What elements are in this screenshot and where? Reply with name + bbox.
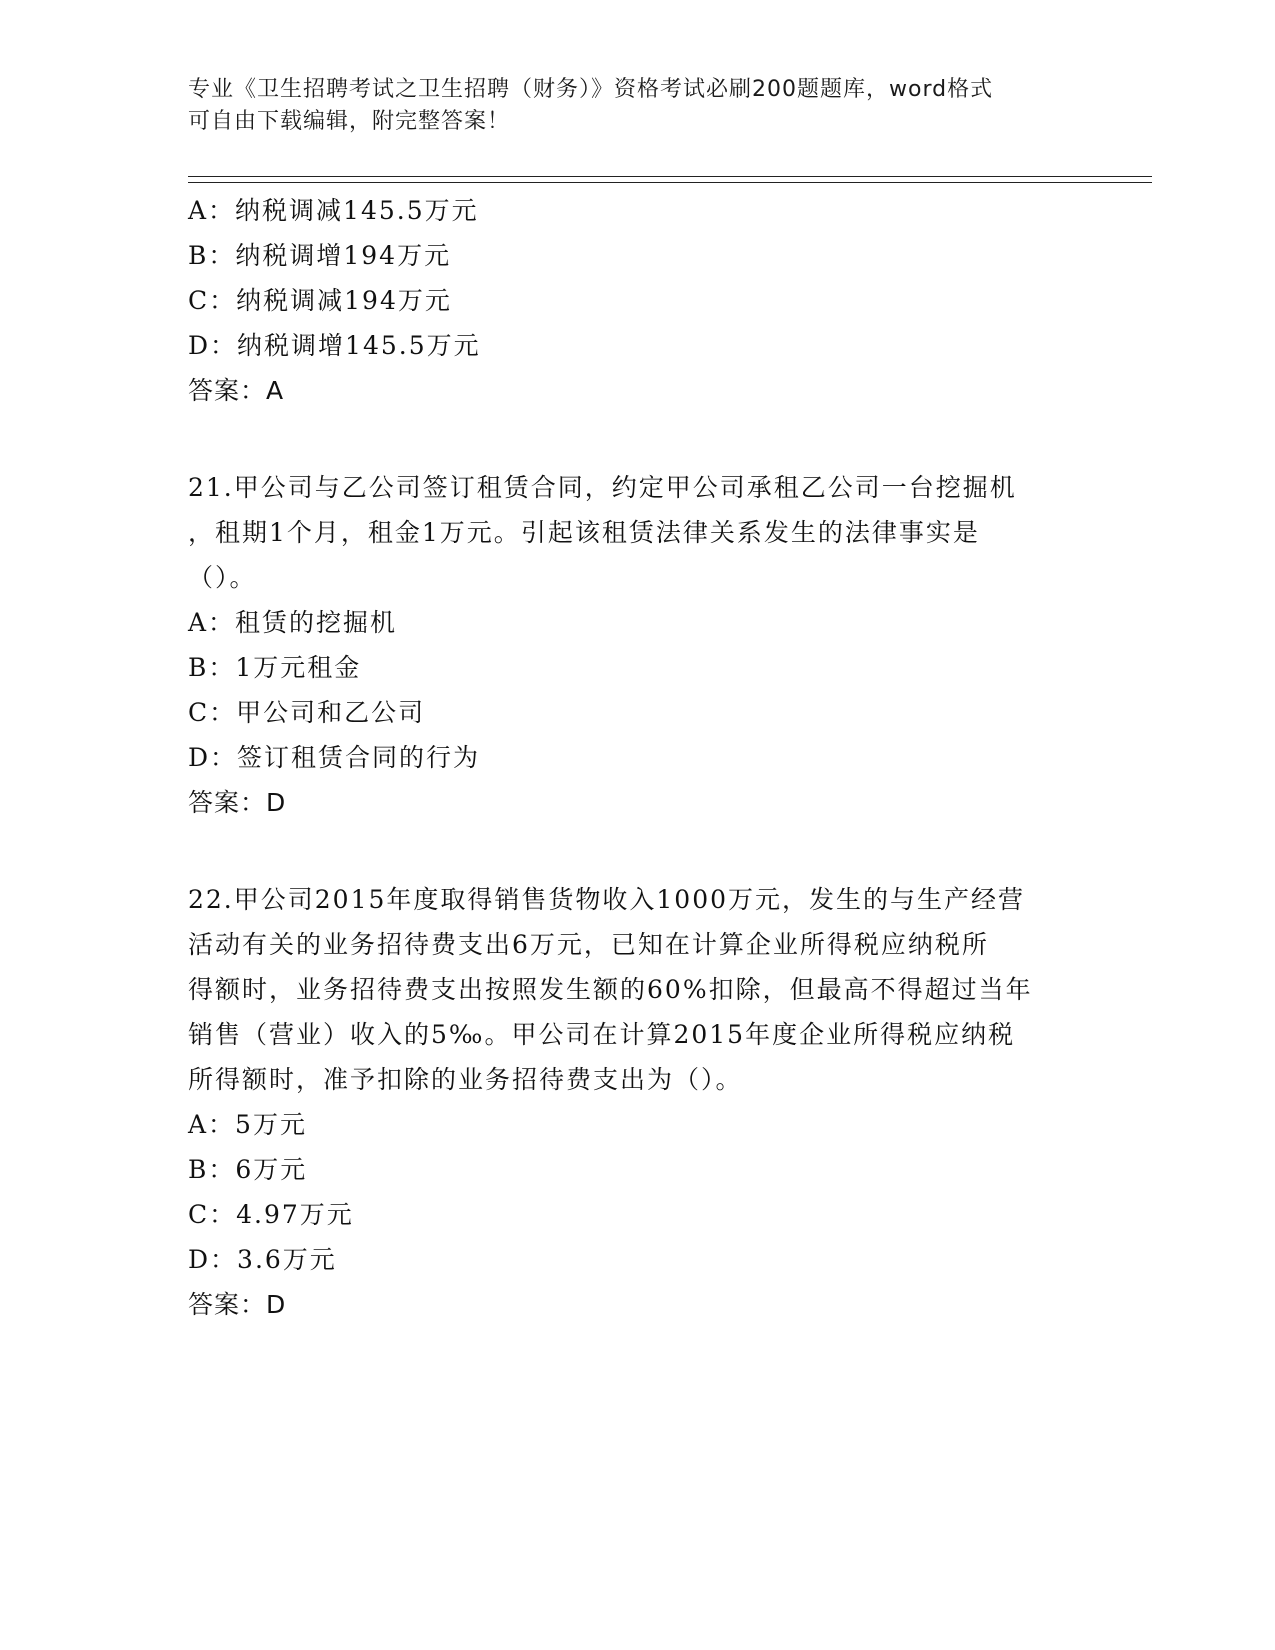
option-b: B：纳税调增194万元 (188, 241, 452, 270)
header-line-1: 专业《卫生招聘考试之卫生招聘（财务）》资格考试必刷200题题库，word格式 (188, 77, 994, 102)
question-21 (188, 465, 1088, 825)
question-text-line: （）。 (188, 563, 257, 592)
question-text-line: 21.甲公司与乙公司签订租赁合同，约定甲公司承租乙公司一台挖掘机 (188, 473, 1017, 502)
option-d: D：纳税调增145.5万元 (188, 331, 481, 360)
header-divider-bottom (188, 182, 1152, 183)
header-line-2: 可自由下载编辑，附完整答案！ (188, 109, 511, 134)
answer: 答案：D (188, 1290, 287, 1319)
document-header (188, 74, 1068, 138)
option-c: C：4.97万元 (188, 1200, 354, 1229)
question-text-line: 所得额时，准予扣除的业务招待费支出为（）。 (188, 1065, 743, 1094)
option-d: D：3.6万元 (188, 1245, 337, 1274)
header-divider-top (188, 176, 1152, 177)
answer: 答案：D (188, 788, 287, 817)
question-text-line: ，租期1个月，租金1万元。引起该租赁法律关系发生的法律事实是 (188, 518, 980, 547)
option-b: B：1万元租金 (188, 653, 362, 682)
question-20 (188, 188, 1088, 413)
option-b: B：6万元 (188, 1155, 308, 1184)
question-text-line: 22.甲公司2015年度取得销售货物收入1000万元，发生的与生产经营 (188, 885, 1026, 914)
question-22 (188, 877, 1088, 1327)
question-text-line: 活动有关的业务招待费支出6万元，已知在计算企业所得税应纳税所 (188, 930, 989, 959)
answer: 答案：A (188, 376, 285, 405)
option-c: C：纳税调减194万元 (188, 286, 452, 315)
question-content (188, 188, 1088, 1327)
option-d: D：签订租赁合同的行为 (188, 743, 481, 772)
option-a: A：纳税调减145.5万元 (188, 196, 479, 225)
option-c: C：甲公司和乙公司 (188, 698, 426, 727)
option-a: A：租赁的挖掘机 (188, 608, 398, 637)
question-text-line: 销售（营业）收入的5‰。甲公司在计算2015年度企业所得税应纳税 (188, 1020, 1016, 1049)
option-a: A：5万元 (188, 1110, 307, 1139)
question-text-line: 得额时，业务招待费支出按照发生额的60%扣除，但最高不得超过当年 (188, 975, 1033, 1004)
